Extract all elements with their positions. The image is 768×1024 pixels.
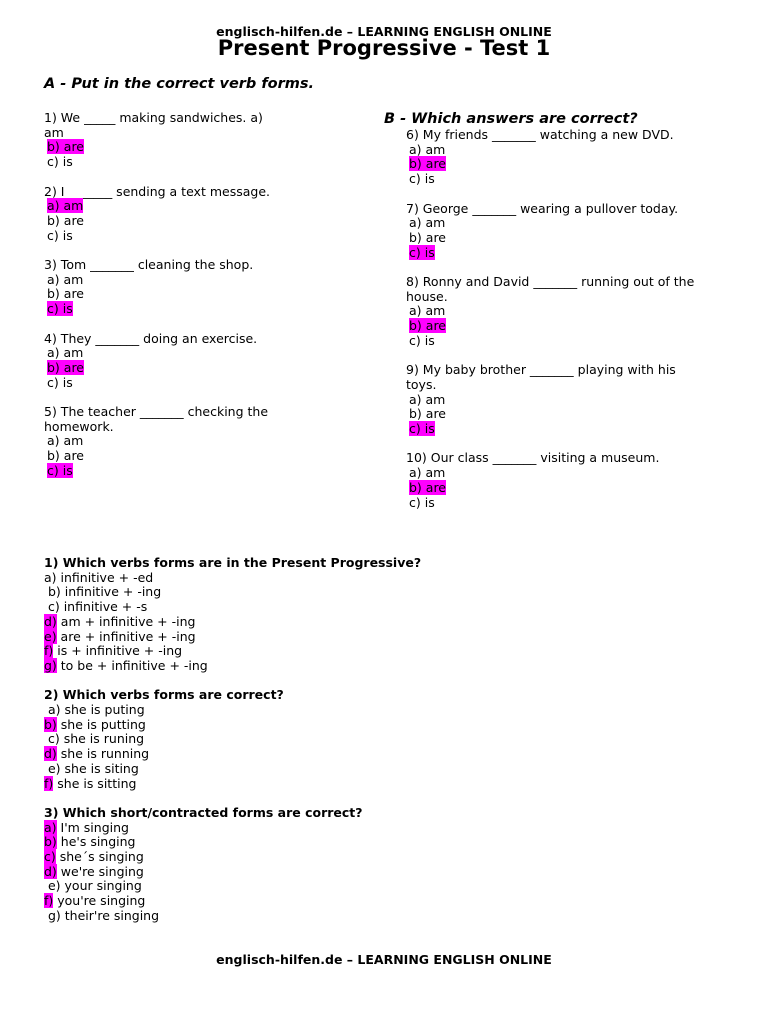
section-a-question	[44, 258, 344, 317]
question-text: house.	[406, 288, 448, 304]
answer-option	[406, 319, 746, 334]
section-b-question	[406, 202, 746, 261]
question-text: toys.	[406, 376, 437, 392]
answer-text: she is runing	[59, 731, 145, 747]
answer-option	[44, 229, 344, 244]
question-text: 5) The teacher _______ checking the	[44, 404, 269, 419]
question-text: am	[44, 124, 64, 140]
answer-option	[406, 466, 746, 481]
correct-answer-label: d)	[44, 613, 57, 629]
section-b-questions	[406, 128, 746, 510]
answer-option	[44, 762, 644, 777]
answer-text: c) is	[409, 494, 435, 510]
answer-option	[44, 879, 644, 894]
answer-option	[44, 302, 344, 317]
answer-text: c) is	[409, 171, 435, 187]
answer-text: infinitive + -ed	[56, 569, 154, 585]
answer-text: she´s singing	[55, 849, 144, 865]
question-text: 7) George _______ wearing a pullover today.	[406, 200, 679, 216]
bottom-questions	[44, 556, 644, 924]
answer-option	[406, 231, 746, 246]
question-text: 4) They _______ doing an exercise.	[44, 330, 258, 346]
correct-answer-label: b)	[44, 834, 57, 850]
answer-label: a)	[44, 702, 61, 718]
site-header: englisch-hilfen.de – LEARNING ENGLISH ONLINE	[216, 24, 552, 39]
correct-answer: b) are	[409, 156, 446, 172]
section-a-question	[44, 111, 344, 170]
answer-text: you're singing	[53, 893, 146, 909]
section-b-heading: B - Which answers are correct?	[384, 111, 638, 127]
question-text: homework.	[44, 418, 114, 434]
answer-text: a) am	[409, 391, 446, 407]
correct-answer-label: b)	[44, 716, 57, 732]
answer-option	[406, 407, 746, 422]
page-title: Present Progressive - Test 1	[217, 36, 551, 60]
answer-text: she is siting	[60, 760, 139, 776]
answer-label: a)	[44, 569, 57, 585]
answer-option	[44, 273, 344, 288]
answer-label: g)	[44, 907, 61, 923]
correct-answer: c) is	[47, 301, 73, 317]
answer-text: b) are	[47, 448, 84, 464]
answer-label: c)	[44, 731, 60, 747]
answer-option	[44, 585, 644, 600]
answer-option	[406, 143, 746, 158]
answer-option	[44, 747, 644, 762]
correct-answer-label: e)	[44, 628, 57, 644]
multi-answer-question	[44, 806, 644, 924]
correct-answer-label: f)	[44, 775, 54, 791]
answer-text: a) am	[47, 271, 84, 287]
answer-text: their're singing	[60, 907, 160, 923]
question-title: 2) Which verbs forms are correct?	[44, 687, 284, 703]
answer-option	[44, 571, 644, 586]
question-title: 3) Which short/contracted forms are correct?	[44, 804, 363, 820]
answer-label: e)	[44, 760, 61, 776]
answer-text: your singing	[60, 878, 142, 894]
section-a-questions	[44, 111, 344, 479]
correct-answer-label: c)	[44, 849, 56, 865]
correct-answer-label: d)	[44, 746, 57, 762]
answer-option	[44, 821, 644, 836]
answer-option	[44, 659, 644, 674]
section-b-question	[406, 451, 746, 510]
answer-option	[44, 865, 644, 880]
answer-option	[44, 850, 644, 865]
question-text: 10) Our class _______ visiting a museum.	[406, 450, 660, 466]
answer-option	[406, 172, 746, 187]
question-title: 1) Which verbs forms are in the Present Progressive?	[44, 555, 422, 570]
question-text: 3) Tom _______ cleaning the shop.	[44, 257, 254, 272]
section-b-question	[406, 275, 746, 349]
section-a-question	[44, 405, 344, 479]
answer-option	[406, 216, 746, 231]
section-b-question	[406, 363, 746, 437]
answer-text: b) are	[47, 286, 84, 302]
answer-text: is + infinitive + -ing	[53, 643, 183, 659]
answer-option	[44, 894, 644, 909]
answer-text: c) is	[47, 154, 73, 170]
answer-text: are + infinitive + -ing	[56, 628, 196, 644]
correct-answer: c) is	[409, 244, 435, 260]
answer-option	[44, 199, 344, 214]
answer-text: c) is	[409, 332, 435, 348]
correct-answer-label: d)	[44, 863, 57, 879]
answer-text: a) am	[47, 345, 84, 361]
answer-option	[44, 732, 644, 747]
answer-option	[44, 434, 344, 449]
answer-option	[44, 376, 344, 391]
correct-answer: c) is	[47, 462, 73, 478]
answer-text: a) am	[409, 141, 446, 157]
answer-text: b) are	[47, 212, 84, 228]
answer-text: b) are	[409, 406, 446, 422]
section-a-heading: A - Put in the correct verb forms.	[44, 76, 315, 92]
correct-answer: b) are	[409, 318, 446, 334]
answer-text: she is running	[56, 746, 150, 762]
correct-answer: c) is	[409, 421, 435, 437]
answer-label: b)	[44, 584, 61, 600]
answer-option	[44, 777, 644, 792]
answer-option	[44, 909, 644, 924]
correct-answer: b) are	[409, 479, 446, 495]
answer-text: I'm singing	[56, 819, 129, 835]
answer-label: e)	[44, 878, 61, 894]
answer-text: she is sitting	[53, 775, 137, 791]
answer-option	[406, 393, 746, 408]
answer-option	[44, 615, 644, 630]
question-text: 6) My friends _______ watching a new DVD.	[406, 127, 674, 142]
answer-text: she is puting	[60, 702, 145, 718]
answer-text: infinitive + -s	[59, 599, 148, 615]
answer-option	[406, 157, 746, 172]
question-text: 2) I _______ sending a text message.	[44, 183, 270, 199]
answer-option	[44, 155, 344, 170]
answer-text: she is putting	[56, 716, 146, 732]
answer-option	[44, 214, 344, 229]
question-text: 8) Ronny and David _______ running out of the	[406, 274, 695, 289]
answer-text: c) is	[47, 374, 73, 390]
answer-text: a) am	[409, 303, 446, 319]
answer-option	[44, 835, 644, 850]
correct-answer: b) are	[47, 139, 84, 155]
answer-text: b) are	[409, 229, 446, 245]
answer-text: to be + infinitive + -ing	[56, 657, 208, 673]
correct-answer-label: a)	[44, 819, 57, 835]
answer-label: c)	[44, 599, 60, 615]
correct-answer-label: f)	[44, 893, 54, 909]
answer-text: a) am	[409, 465, 446, 481]
correct-answer: b) are	[47, 359, 84, 375]
answer-option	[44, 346, 344, 361]
multi-answer-question	[44, 556, 644, 674]
multi-answer-question	[44, 688, 644, 791]
answer-option	[44, 449, 344, 464]
section-a-question	[44, 185, 344, 244]
question-text: 9) My baby brother _______ playing with his	[406, 362, 676, 378]
answer-option	[44, 600, 644, 615]
answer-option	[406, 246, 746, 261]
answer-text: we're singing	[56, 863, 144, 879]
correct-answer-label: g)	[44, 657, 57, 673]
answer-text: a) am	[409, 215, 446, 231]
answer-option	[44, 703, 644, 718]
page-footer: englisch-hilfen.de – LEARNING ENGLISH ONLINE	[216, 952, 552, 967]
correct-answer: a) am	[47, 198, 84, 214]
question-text: 1) We _____ making sandwiches. a)	[44, 110, 263, 125]
answer-text: he's singing	[56, 834, 136, 850]
answer-option	[44, 644, 644, 659]
answer-option	[44, 464, 344, 479]
answer-option	[406, 496, 746, 511]
answer-option	[406, 304, 746, 319]
answer-option	[406, 481, 746, 496]
section-b-question	[406, 128, 746, 187]
answer-text: a) am	[47, 433, 84, 449]
answer-text: c) is	[47, 227, 73, 243]
answer-option	[44, 140, 344, 155]
answer-text: infinitive + -ing	[60, 584, 162, 600]
answer-option	[44, 361, 344, 376]
answer-option	[44, 718, 644, 733]
correct-answer-label: f)	[44, 643, 54, 659]
answer-option	[406, 422, 746, 437]
section-a-question	[44, 332, 344, 391]
answer-option	[44, 630, 644, 645]
answer-option	[44, 287, 344, 302]
answer-text: am + infinitive + -ing	[56, 613, 196, 629]
answer-option	[406, 334, 746, 349]
